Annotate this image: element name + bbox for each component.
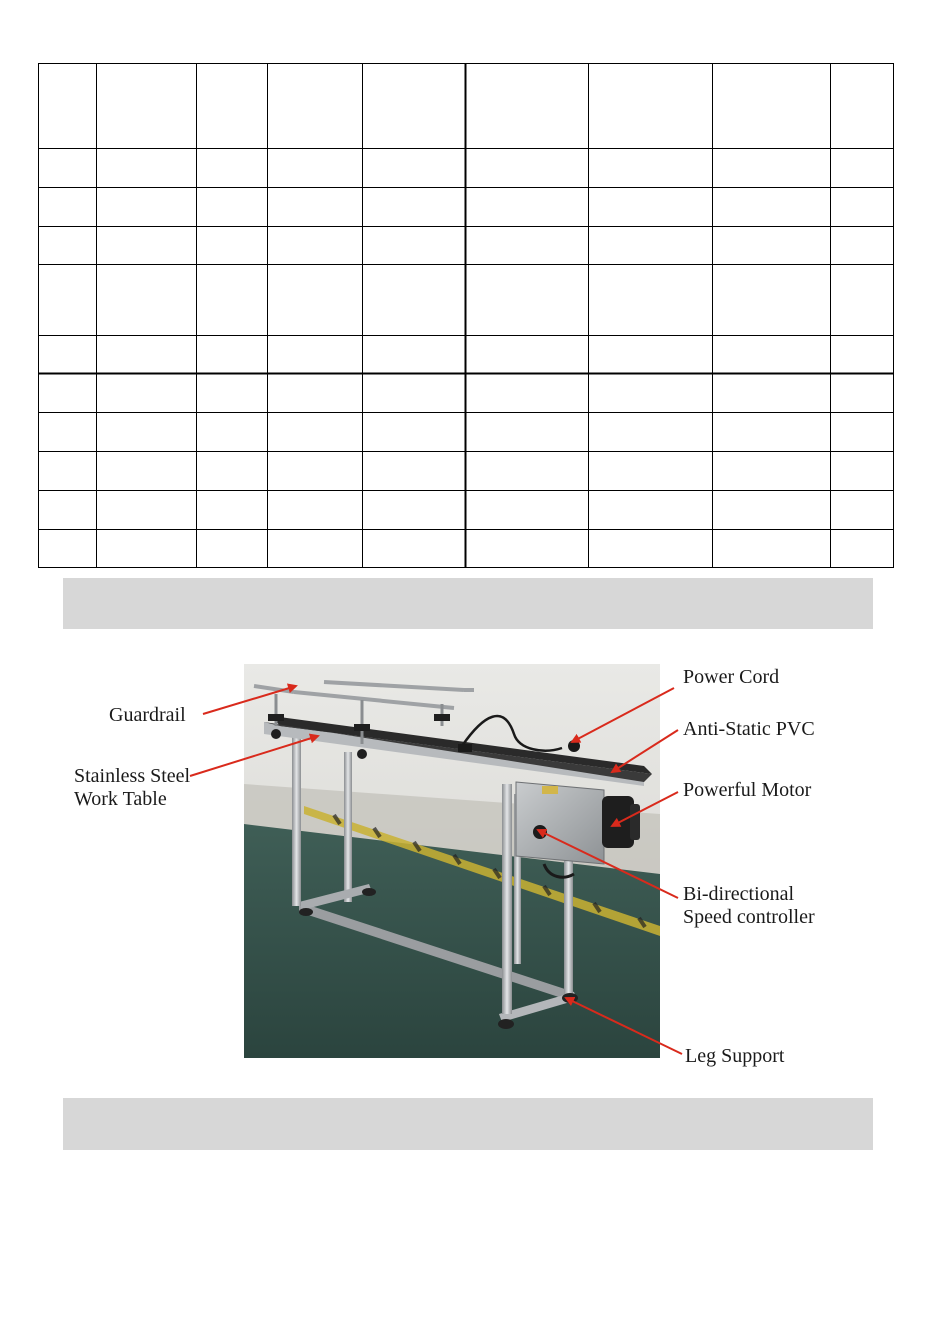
- callout-work-table: [74, 765, 190, 811]
- section-header-bar: [63, 578, 873, 629]
- callout-guardrail: Guardrail: [109, 704, 186, 726]
- callout-work-table-line1: Stainless Steel: [74, 765, 191, 787]
- callout-speed-controller-line2: Speed controller: [683, 906, 815, 928]
- spec-table: [0, 0, 933, 570]
- callout-power-cord: Power Cord: [683, 666, 780, 688]
- section-header-bar: [63, 1098, 873, 1150]
- callout-work-table-line2: Work Table: [74, 788, 167, 810]
- callout-leg-support: Leg Support: [685, 1045, 785, 1067]
- callout-motor: Powerful Motor: [683, 779, 812, 801]
- callout-speed-controller-line1: Bi-directional: [683, 883, 795, 905]
- conveyor-photo: [244, 664, 660, 1058]
- callout-belt: Anti-Static PVC: [683, 718, 815, 740]
- callout-speed-controller: [683, 883, 815, 929]
